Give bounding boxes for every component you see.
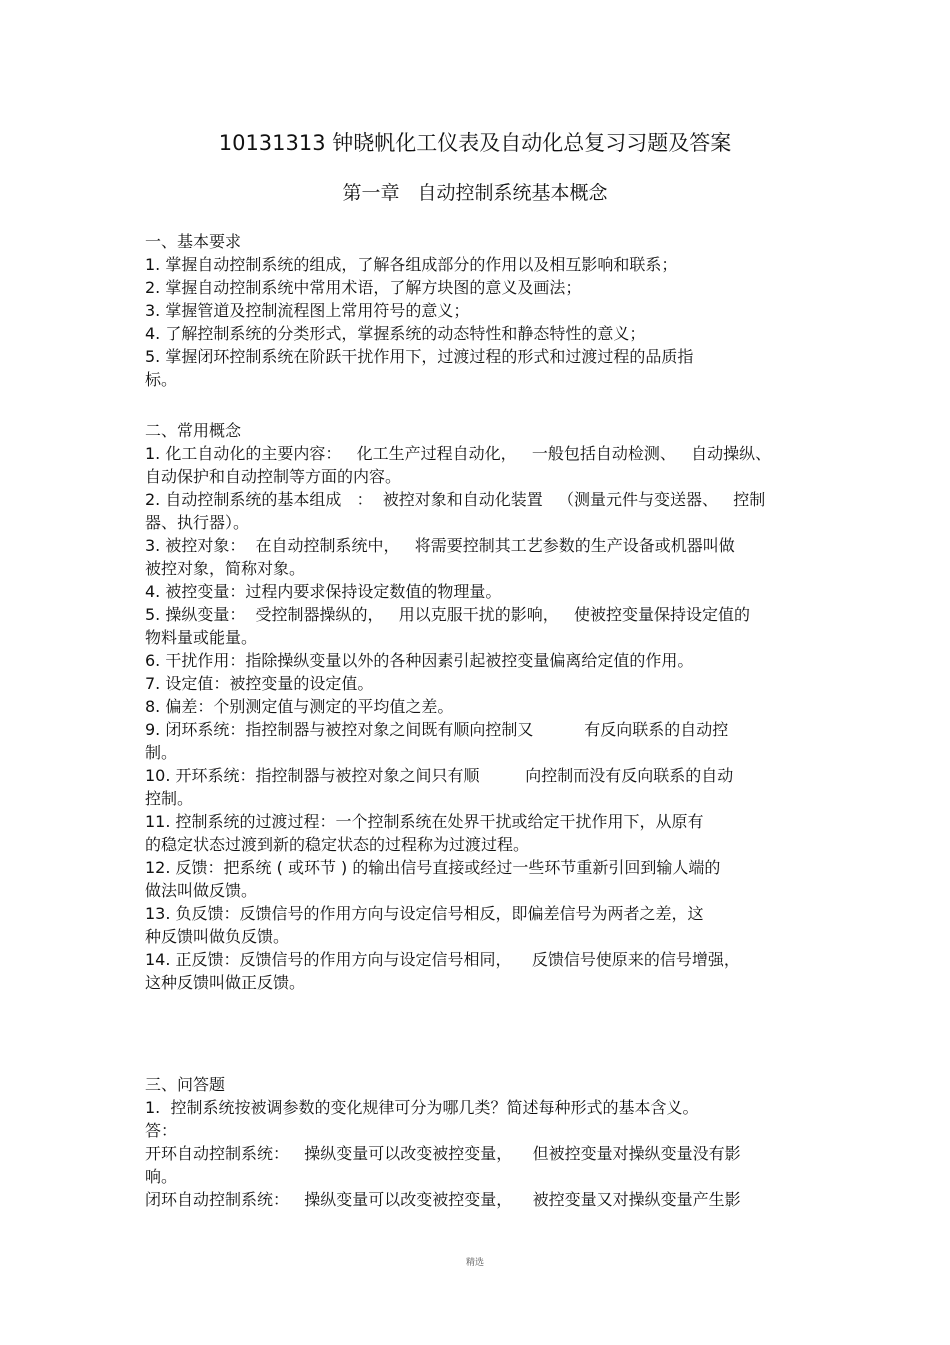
section-common-concepts	[145, 419, 815, 994]
requirement-item: 4. 了解控制系统的分类形式，掌握系统的动态特性和静态特性的意义；	[145, 324, 646, 343]
page-footer: 精选	[465, 1258, 484, 1268]
concept-line: 1. 化工自动化的主要内容： 化工生产过程自动化， 一般包括自动检测、 自动操纵、	[145, 444, 772, 463]
section-basic-requirements	[145, 230, 815, 391]
answer-line: 响。	[145, 1167, 178, 1186]
section-questions	[145, 1073, 815, 1211]
chapter-title: 第一章 自动控制系统基本概念	[342, 182, 608, 204]
concept-line: 控制。	[145, 789, 194, 808]
concept-line: 6. 干扰作用：指除操纵变量以外的各种因素引起被控变量偏离给定值的作用。	[145, 651, 694, 670]
requirement-item: 2. 掌握自动控制系统中常用术语，了解方块图的意义及画法；	[145, 278, 582, 297]
concept-line: 4. 被控变量：过程内要求保持设定数值的物理量。	[145, 582, 502, 601]
requirement-item: 3. 掌握管道及控制流程图上常用符号的意义；	[145, 301, 470, 320]
concept-line: 种反馈叫做负反馈。	[145, 927, 290, 946]
concept-line: 13. 负反馈：反馈信号的作用方向与设定信号相反，即偏差信号为两者之差，这	[145, 904, 704, 923]
concept-line: 5. 操纵变量： 受控制器操纵的， 用以克服干扰的影响， 使被控变量保持设定值的	[145, 605, 751, 624]
requirement-item-continuation: 标。	[145, 370, 178, 389]
requirement-item: 1. 掌握自动控制系统的组成，了解各组成部分的作用以及相互影响和联系；	[145, 255, 678, 274]
concept-line: 被控对象，简称对象。	[145, 559, 306, 578]
concept-line: 做法叫做反馈。	[145, 881, 258, 900]
question-line: 1. 控制系统按被调参数的变化规律可分为哪几类？简述每种形式的基本含义。	[145, 1098, 699, 1117]
concept-line: 11. 控制系统的过渡过程：一个控制系统在处界干扰或给定干扰作用下，从原有	[145, 812, 704, 831]
answer-label: 答：	[145, 1121, 178, 1140]
concept-line: 3. 被控对象： 在自动控制系统中， 将需要控制其工艺参数的生产设备或机器叫做	[145, 536, 735, 555]
document-title: 10131313 钟晓帆化工仪表及自动化总复习习题及答案	[218, 131, 732, 155]
concept-line: 14. 正反馈：反馈信号的作用方向与设定信号相同， 反馈信号使原来的信号增强，	[145, 950, 740, 969]
answer-line: 闭环自动控制系统： 操纵变量可以改变被控变量， 被控变量又对操纵变量产生影	[145, 1190, 741, 1209]
section-heading: 二、常用概念	[145, 421, 242, 440]
concept-line: 的稳定状态过渡到新的稳定状态的过程称为过渡过程。	[145, 835, 530, 854]
concept-line: 器、执行器）。	[145, 513, 250, 532]
concept-line: 12. 反馈：把系统 ( 或环节 ) 的输出信号直接或经过一些环节重新引回到输人端的	[145, 858, 721, 877]
concept-line: 这种反馈叫做正反馈。	[145, 973, 306, 992]
concept-line: 7. 设定值：被控变量的设定值。	[145, 674, 374, 693]
concept-line: 2. 自动控制系统的基本组成 ： 被控对象和自动化装置 （测量元件与变送器、 控制	[145, 490, 766, 509]
concept-line: 自动保护和自动控制等方面的内容。	[145, 467, 402, 486]
concept-line: 制。	[145, 743, 178, 762]
answer-line: 开环自动控制系统： 操纵变量可以改变被控变量， 但被控变量对操纵变量没有影	[145, 1144, 741, 1163]
concept-line: 10. 开环系统：指控制器与被控对象之间只有顺 向控制而没有反向联系的自动	[145, 766, 734, 785]
concept-line: 物料量或能量。	[145, 628, 258, 647]
concept-line: 9. 闭环系统：指控制器与被控对象之间既有顺向控制又 有反向联系的自动控	[145, 720, 729, 739]
section-heading: 一、基本要求	[145, 232, 242, 251]
requirement-item: 5. 掌握闭环控制系统在阶跃干扰作用下，过渡过程的形式和过渡过程的品质指	[145, 347, 694, 366]
section-heading: 三、问答题	[145, 1075, 226, 1094]
concept-line: 8. 偏差：个别测定值与测定的平均值之差。	[145, 697, 454, 716]
